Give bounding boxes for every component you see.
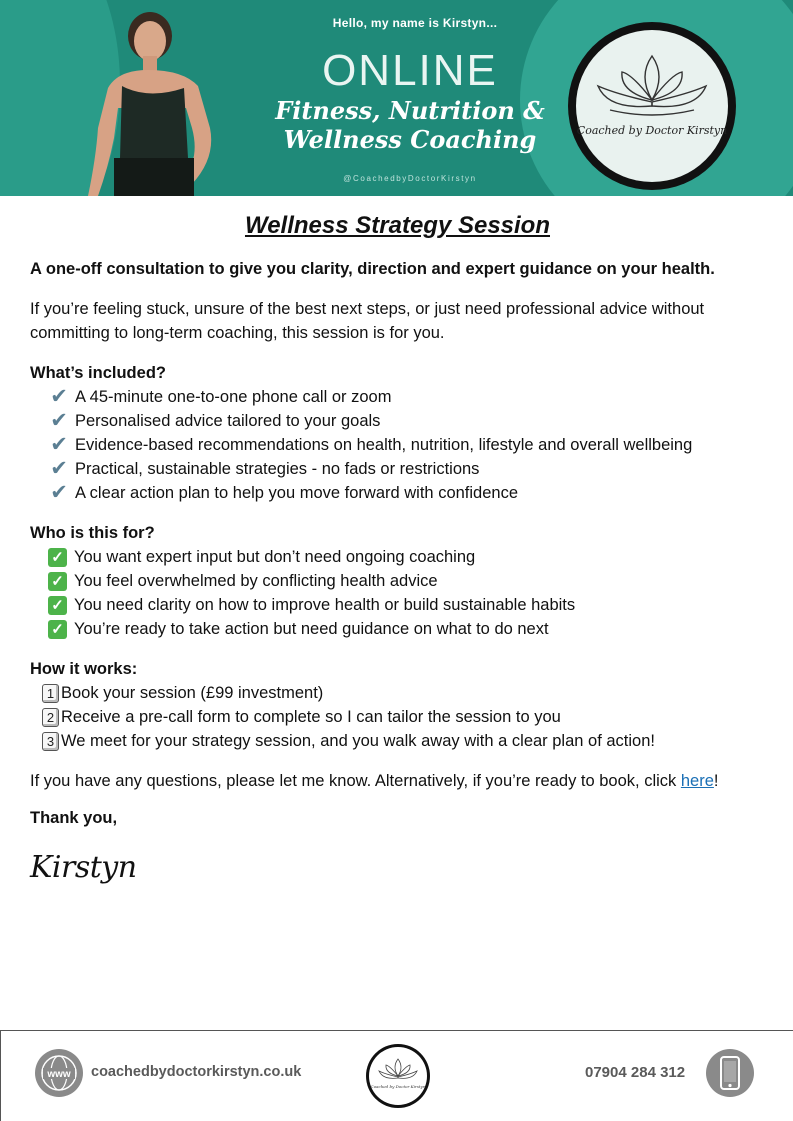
tagline-line-2: Wellness Coaching [283, 125, 537, 154]
booking-link[interactable]: here [680, 772, 714, 790]
list-item: ✓ You need clarity on how to improve health or build sustainable habits [30, 593, 765, 617]
banner-tagline [270, 96, 550, 154]
tagline-line-1: Fitness, Nutrition & [275, 96, 545, 125]
included-list [30, 385, 765, 505]
green-check-box-icon: ✓ [48, 572, 67, 591]
list-item: ✓ You want expert input but don’t need ongoing coaching [30, 545, 765, 569]
list-item: ✔ Practical, sustainable strategies - no fads or restrictions [30, 457, 765, 481]
coach-photo [88, 8, 238, 196]
intro-paragraph: If you’re feeling stuck, unsure of the best next steps, or just need professional advice without committing to long-term coaching, this session is for you. [30, 300, 705, 342]
step-item: 1 Book your session (£99 investment) [30, 681, 765, 705]
heavy-check-mark-icon: ✔ [50, 409, 68, 432]
social-handle: @CoachedbyDoctorKirstyn [343, 174, 477, 183]
audience-heading: Who is this for? [30, 524, 155, 542]
keycap-number-icon: 1 [42, 684, 59, 703]
footer-logo [365, 1043, 431, 1109]
list-item: ✔ A 45-minute one-to-one phone call or zoom [30, 385, 765, 409]
heavy-check-mark-icon: ✔ [50, 457, 68, 480]
list-item: ✓ You’re ready to take action but need guidance on what to do next [30, 617, 765, 641]
footer [0, 1030, 793, 1121]
keycap-number-icon: 3 [42, 732, 59, 751]
header-banner [0, 0, 793, 196]
audience-list [30, 545, 765, 641]
phone-number[interactable]: 07904 284 312 [585, 1064, 686, 1081]
svg-text:Coached by Doctor Kirstyn: Coached by Doctor Kirstyn [370, 1084, 426, 1089]
svg-text:www: www [47, 1069, 71, 1080]
closing-paragraph: If you have any questions, please let me know. Alternatively, if you’re ready to book, click here! [30, 772, 719, 790]
banner-headline: ONLINE [322, 46, 498, 95]
included-heading: What’s included? [30, 364, 166, 382]
how-heading: How it works: [30, 660, 138, 678]
list-item: ✓ You feel overwhelmed by conflicting health advice [30, 569, 765, 593]
steps-list [30, 681, 765, 753]
banner-greeting: Hello, my name is Kirstyn... [332, 16, 498, 30]
page-title: Wellness Strategy Session [244, 212, 550, 239]
website-link[interactable]: coachedbydoctorkirstyn.co.uk [91, 1064, 302, 1080]
globe-www-icon [34, 1048, 84, 1098]
brand-logo [562, 14, 742, 194]
step-item: 2 Receive a pre-call form to complete so I can tailor the session to you [30, 705, 765, 729]
list-item: ✔ A clear action plan to help you move forward with confidence [30, 481, 765, 505]
signature: Kirstyn [30, 850, 137, 885]
green-check-box-icon: ✓ [48, 620, 67, 639]
list-item: ✔ Evidence-based recommendations on health, nutrition, lifestyle and overall wellbeing [30, 433, 765, 457]
heavy-check-mark-icon: ✔ [50, 433, 68, 456]
green-check-box-icon: ✓ [48, 596, 67, 615]
mobile-phone-icon [705, 1048, 755, 1098]
logo-text: Coached by Doctor Kirstyn [576, 124, 728, 137]
heavy-check-mark-icon: ✔ [50, 481, 68, 504]
green-check-box-icon: ✓ [48, 548, 67, 567]
list-item: ✔ Personalised advice tailored to your goals [30, 409, 765, 433]
main-content [30, 212, 765, 885]
heavy-check-mark-icon: ✔ [50, 385, 68, 408]
lead-statement: A one-off consultation to give you clarity, direction and expert guidance on your health. [30, 260, 715, 278]
keycap-number-icon: 2 [42, 708, 59, 727]
step-item: 3 We meet for your strategy session, and you walk away with a clear plan of action! [30, 729, 765, 753]
thanks-text: Thank you, [30, 809, 118, 827]
